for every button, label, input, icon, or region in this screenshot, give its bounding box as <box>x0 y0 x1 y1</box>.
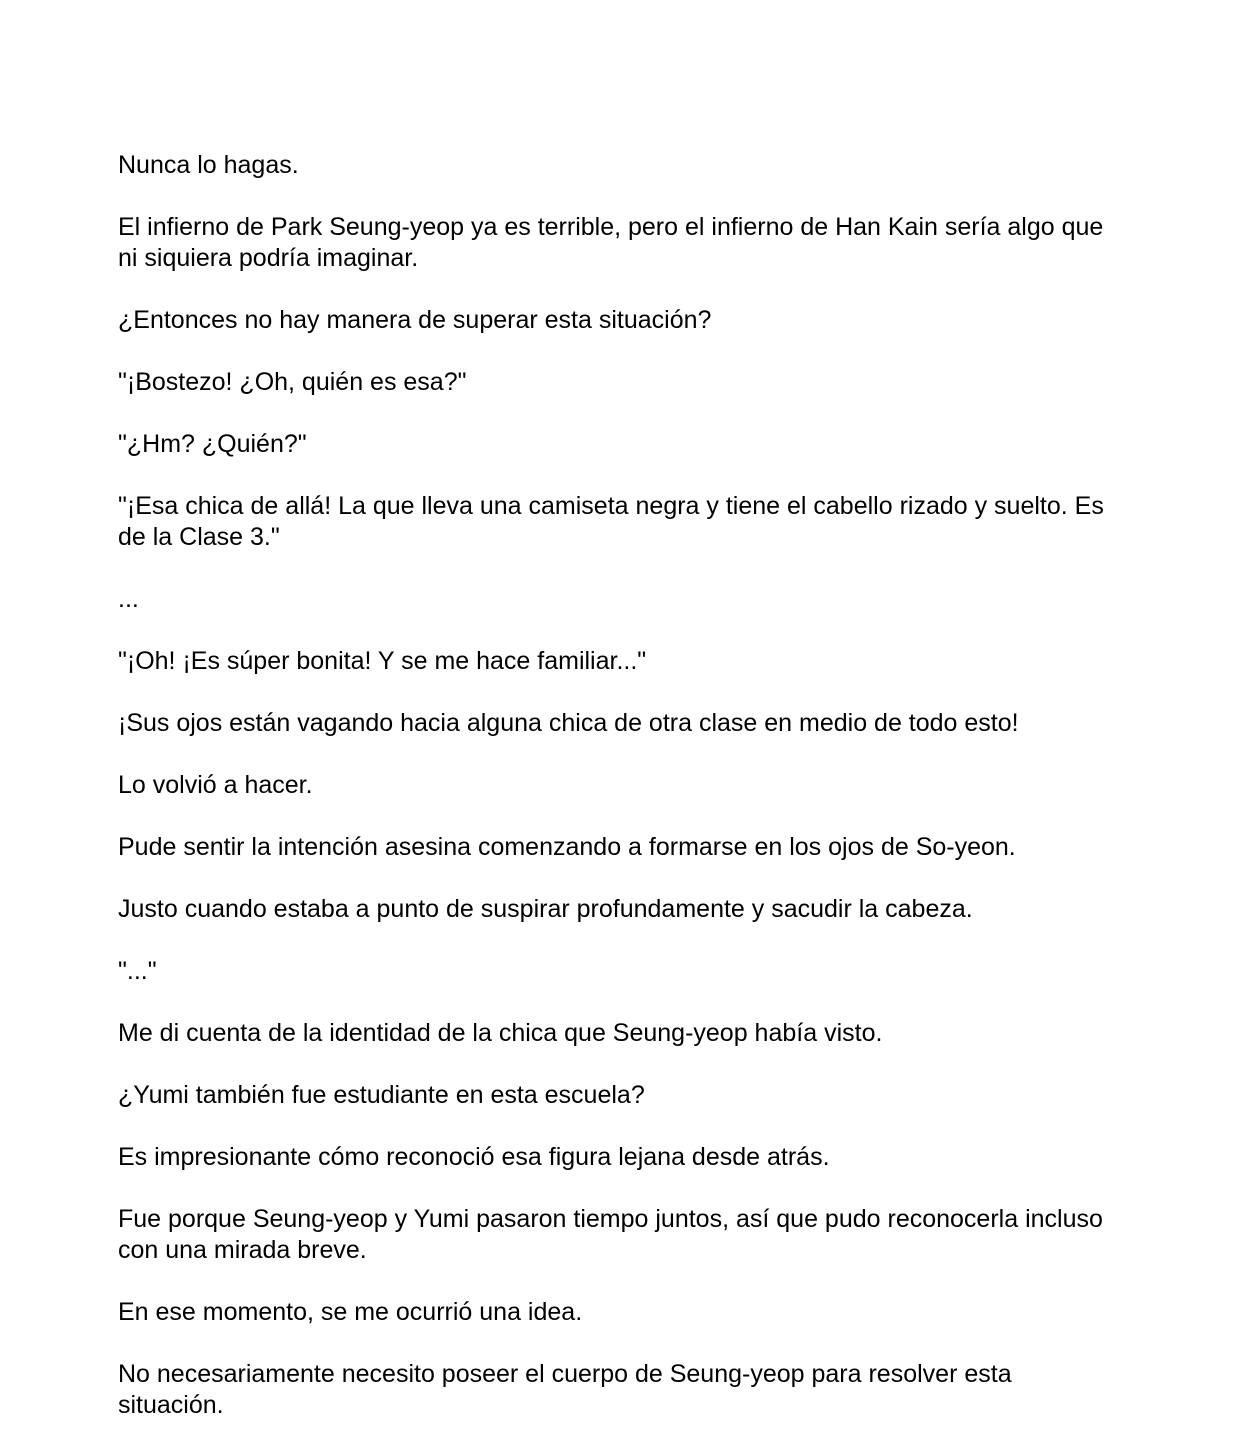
paragraph: Fue porque Seung-yeop y Yumi pasaron tiempo juntos, así que pudo reconocerla incluso con una mirada breve. <box>118 1205 1103 1264</box>
paragraph: ¿Yumi también fue estudiante en esta escuela? <box>118 1081 645 1109</box>
paragraph: El infierno de Park Seung-yeop ya es terrible, pero el infierno de Han Kain sería algo que ni siquiera podría imaginar. <box>118 213 1104 272</box>
paragraph: "..." <box>118 957 157 985</box>
paragraph: Pude sentir la intención asesina comenzando a formarse en los ojos de So-yeon. <box>118 833 1016 861</box>
paragraph: ¿Entonces no hay manera de superar esta situación? <box>118 306 712 334</box>
paragraph: Nunca lo hagas. <box>118 151 299 179</box>
paragraph: Me di cuenta de la identidad de la chica que Seung-yeop había visto. <box>118 1019 883 1047</box>
document-page <box>118 150 1118 1421</box>
paragraph: Es impresionante cómo reconoció esa figura lejana desde atrás. <box>118 1143 830 1171</box>
paragraph: No necesariamente necesito poseer el cuerpo de Seung-yeop para resolver esta situación. <box>118 1360 1012 1419</box>
paragraph: "¡Bostezo! ¿Oh, quién es esa?" <box>118 368 467 396</box>
paragraph: Lo volvió a hacer. <box>118 771 313 799</box>
paragraph: En ese momento, se me ocurrió una idea. <box>118 1298 583 1326</box>
paragraph: "¡Oh! ¡Es súper bonita! Y se me hace familiar..." <box>118 647 647 675</box>
paragraph: ¡Sus ojos están vagando hacia alguna chica de otra clase en medio de todo esto! <box>118 709 1019 737</box>
paragraph: "¡Esa chica de allá! La que lleva una camiseta negra y tiene el cabello rizado y suelto. Es de la Clase 3." <box>118 492 1104 551</box>
paragraph: ... <box>118 585 139 613</box>
paragraph: "¿Hm? ¿Quién?" <box>118 430 307 458</box>
paragraph: Justo cuando estaba a punto de suspirar profundamente y sacudir la cabeza. <box>118 895 973 923</box>
